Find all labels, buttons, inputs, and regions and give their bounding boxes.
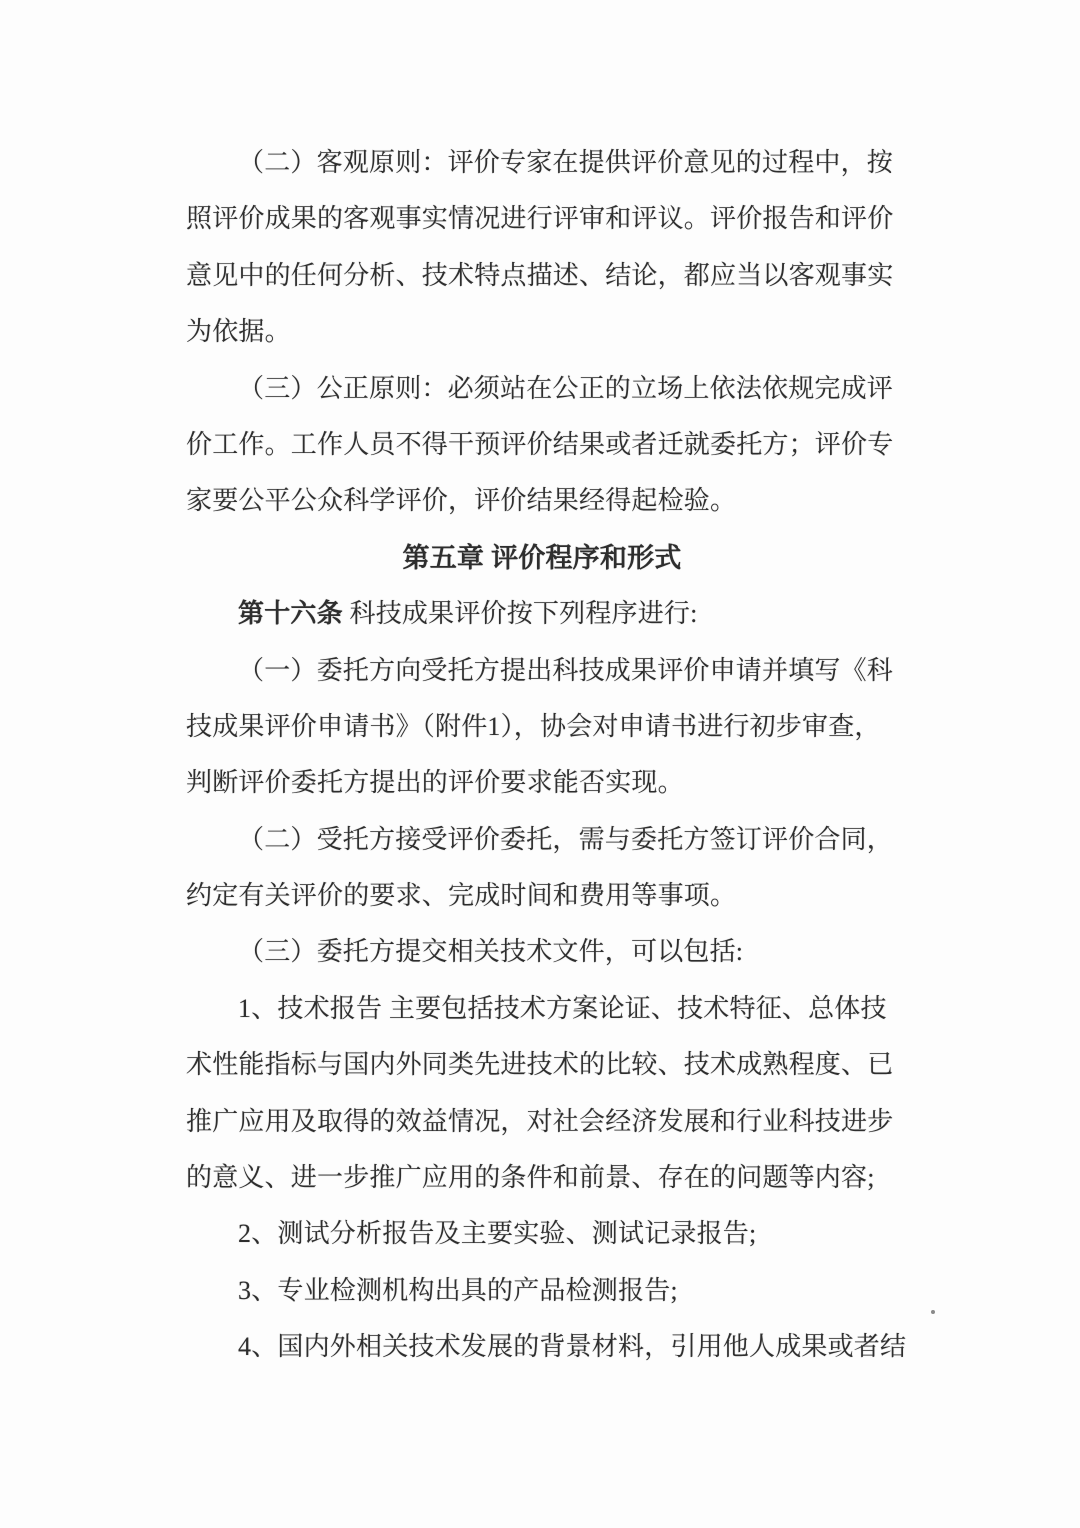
chapter-heading: 第五章 评价程序和形式: [402, 542, 682, 573]
text-line: 4、国内外相关技术发展的背景材料，引用他人成果或者结: [238, 1332, 907, 1362]
text-line: （三）公正原则：必须站在公正的立场上依法依规完成评: [238, 373, 894, 403]
text-line: 技成果评价申请书》（附件1），协会对申请书进行初步审查，: [186, 711, 881, 741]
text-line: 推广应用及取得的效益情况，对社会经济发展和行业科技进步: [186, 1106, 894, 1136]
text-line: 约定有关评价的要求、完成时间和费用等事项。: [186, 881, 737, 911]
text-line: 的意义、进一步推广应用的条件和前景、存在的问题等内容;: [186, 1163, 875, 1193]
text-line: 判断评价委托方提出的评价要求能否实现。: [186, 768, 684, 798]
text-line: 为依据。: [186, 317, 291, 347]
text-line: 1、技术报告 主要包括技术方案论证、技术特征、总体技: [238, 993, 887, 1023]
text-line: （一）委托方向受托方提出科技成果评价申请并填写《科: [238, 655, 894, 685]
text-line: 意见中的任何分析、技术特点描述、结论，都应当以客观事实: [186, 260, 894, 290]
text-line: 家要公平公众科学评价，评价结果经得起检验。: [186, 486, 737, 516]
text-line: 术性能指标与国内外同类先进技术的比较、技术成熟程度、已: [186, 1050, 894, 1080]
document-body: [186, 135, 907, 1376]
text-line: 照评价成果的客观事实情况进行评审和评议。评价报告和评价: [186, 204, 894, 234]
text-line: 第十六条 科技成果评价按下列程序进行:: [238, 599, 698, 629]
text-line: （二）受托方接受评价委托，需与委托方签订评价合同，: [238, 824, 894, 854]
text-line: 价工作。工作人员不得干预评价结果或者迁就委托方；评价专: [186, 429, 894, 459]
text-line: 2、测试分析报告及主要实验、测试记录报告;: [238, 1219, 757, 1249]
text-line: （二）客观原则：评价专家在提供评价意见的过程中，按: [238, 148, 894, 177]
article-number: 第十六条: [238, 599, 343, 629]
text-line: 3、专业检测机构出具的产品检测报告;: [238, 1275, 678, 1305]
text-line: （三）委托方提交相关技术文件，可以包括:: [238, 937, 744, 967]
scan-artifact-speck: [931, 1310, 935, 1314]
